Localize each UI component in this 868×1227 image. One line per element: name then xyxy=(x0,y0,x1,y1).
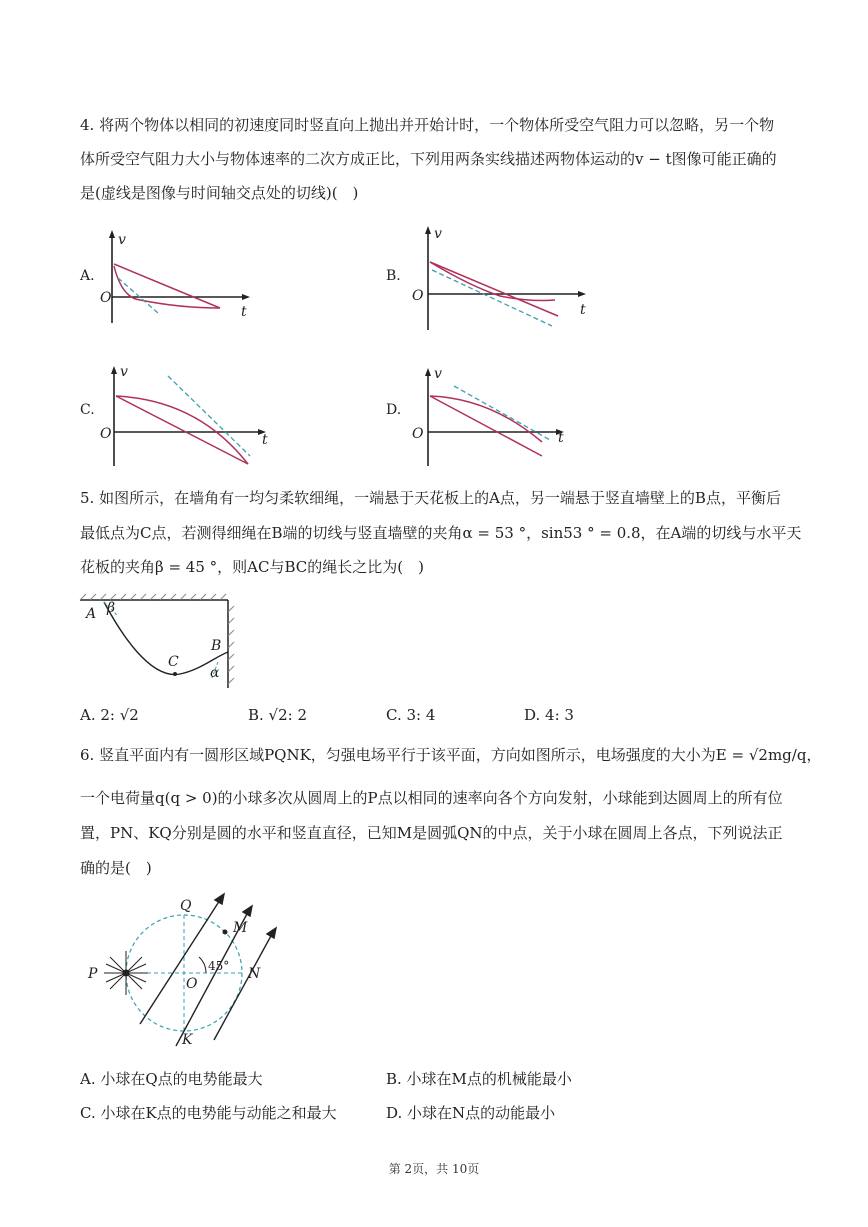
q5-option-b[interactable]: B. √2: 2 xyxy=(248,706,308,724)
q4-graph-d xyxy=(410,362,610,472)
q6-option-d[interactable]: D. 小球在N点的动能最小 xyxy=(386,1104,556,1122)
q6-label-m: M xyxy=(233,920,248,936)
q6-field-figure xyxy=(84,890,284,1050)
q4-option-d-label[interactable]: D. xyxy=(386,402,402,418)
q4-d-v-label: v xyxy=(434,366,442,382)
q5-label-b: B xyxy=(211,638,222,654)
q4-d-t-label: t xyxy=(558,430,564,446)
q5-label-alpha: α xyxy=(210,665,220,681)
q5-line3: 花板的夹角β = 45 °，则AC与BC的绳长之比为( ) xyxy=(80,558,424,576)
q5-label-a: A xyxy=(86,606,97,622)
q6-label-p: P xyxy=(88,966,98,982)
q4-line2: 体所受空气阻力大小与物体速率的二次方成正比，下列用两条实线描述两物体运动的v − t图像可能正确的 xyxy=(80,150,777,168)
q6-label-o: O xyxy=(186,976,198,992)
q6-label-q: Q xyxy=(180,898,192,914)
q4-graph-b xyxy=(410,222,610,332)
q6-line4: 确的是( ) xyxy=(80,859,152,877)
q6-angle-label: 45° xyxy=(208,959,230,973)
q6-label-k: K xyxy=(182,1032,193,1048)
q4-a-t-label: t xyxy=(241,304,247,320)
q4-a-v-label: v xyxy=(118,232,126,248)
q4-line3: 是(虚线是图像与时间轴交点处的切线)( ) xyxy=(80,184,359,202)
q6-line2: 一个电荷量q(q > 0)的小球多次从圆周上的P点以相同的速率向各个方向发射，小球能到达圆周上的所有位 xyxy=(80,789,783,807)
q6-option-a[interactable]: A. 小球在Q点的电势能最大 xyxy=(80,1070,263,1088)
q4-line1: 4. 将两个物体以相同的初速度同时竖直向上抛出并开始计时，一个物体所受空气阻力可以忽略，另一个物 xyxy=(80,116,775,134)
q4-option-c-label[interactable]: C. xyxy=(80,402,95,418)
q4-graph-c xyxy=(98,360,298,470)
q5-rope-figure xyxy=(80,592,250,697)
q5-line2: 最低点为C点，若测得细绳在B端的切线与竖直墙壁的夹角α = 53 °，sin53 ° = 0.8，在A端的切线与水平天 xyxy=(80,524,802,542)
q6-option-b[interactable]: B. 小球在M点的机械能最小 xyxy=(386,1070,572,1088)
q4-d-o-label: O xyxy=(412,426,424,442)
q5-label-c: C xyxy=(168,654,179,670)
q5-line1: 5. 如图所示，在墙角有一均匀柔软细绳，一端悬于天花板上的A点，另一端悬于竖直墙壁上的B点，平衡后 xyxy=(80,489,781,507)
q4-c-o-label: O xyxy=(100,426,112,442)
q6-line3: 置，PN、KQ分别是圆的水平和竖直直径，已知M是圆弧QN的中点，关于小球在圆周上各点，下列说法正 xyxy=(80,824,783,842)
q4-c-v-label: v xyxy=(120,364,128,380)
q4-option-b-label[interactable]: B. xyxy=(386,268,401,284)
q5-label-beta: β xyxy=(107,600,116,616)
q4-a-o-label: O xyxy=(100,290,112,306)
q4-b-o-label: O xyxy=(412,288,424,304)
q4-graph-a xyxy=(100,228,270,328)
q6-option-c[interactable]: C. 小球在K点的电势能与动能之和最大 xyxy=(80,1104,337,1122)
page-footer: 第 2页，共 10页 xyxy=(388,1162,480,1176)
q4-option-a-label[interactable]: A. xyxy=(80,268,95,284)
q5-option-d[interactable]: D. 4: 3 xyxy=(524,706,574,724)
q6-line1: 6. 竖直平面内有一圆形区域PQNK，匀强电场平行于该平面，方向如图所示，电场强度的大小为E = √2mg/q， xyxy=(80,746,822,764)
q4-c-t-label: t xyxy=(262,432,268,448)
q5-option-a[interactable]: A. 2: √2 xyxy=(80,706,139,724)
q4-b-t-label: t xyxy=(580,302,586,318)
q6-label-n: N xyxy=(248,966,261,982)
q5-option-c[interactable]: C. 3: 4 xyxy=(386,706,436,724)
q4-b-v-label: v xyxy=(434,226,442,242)
